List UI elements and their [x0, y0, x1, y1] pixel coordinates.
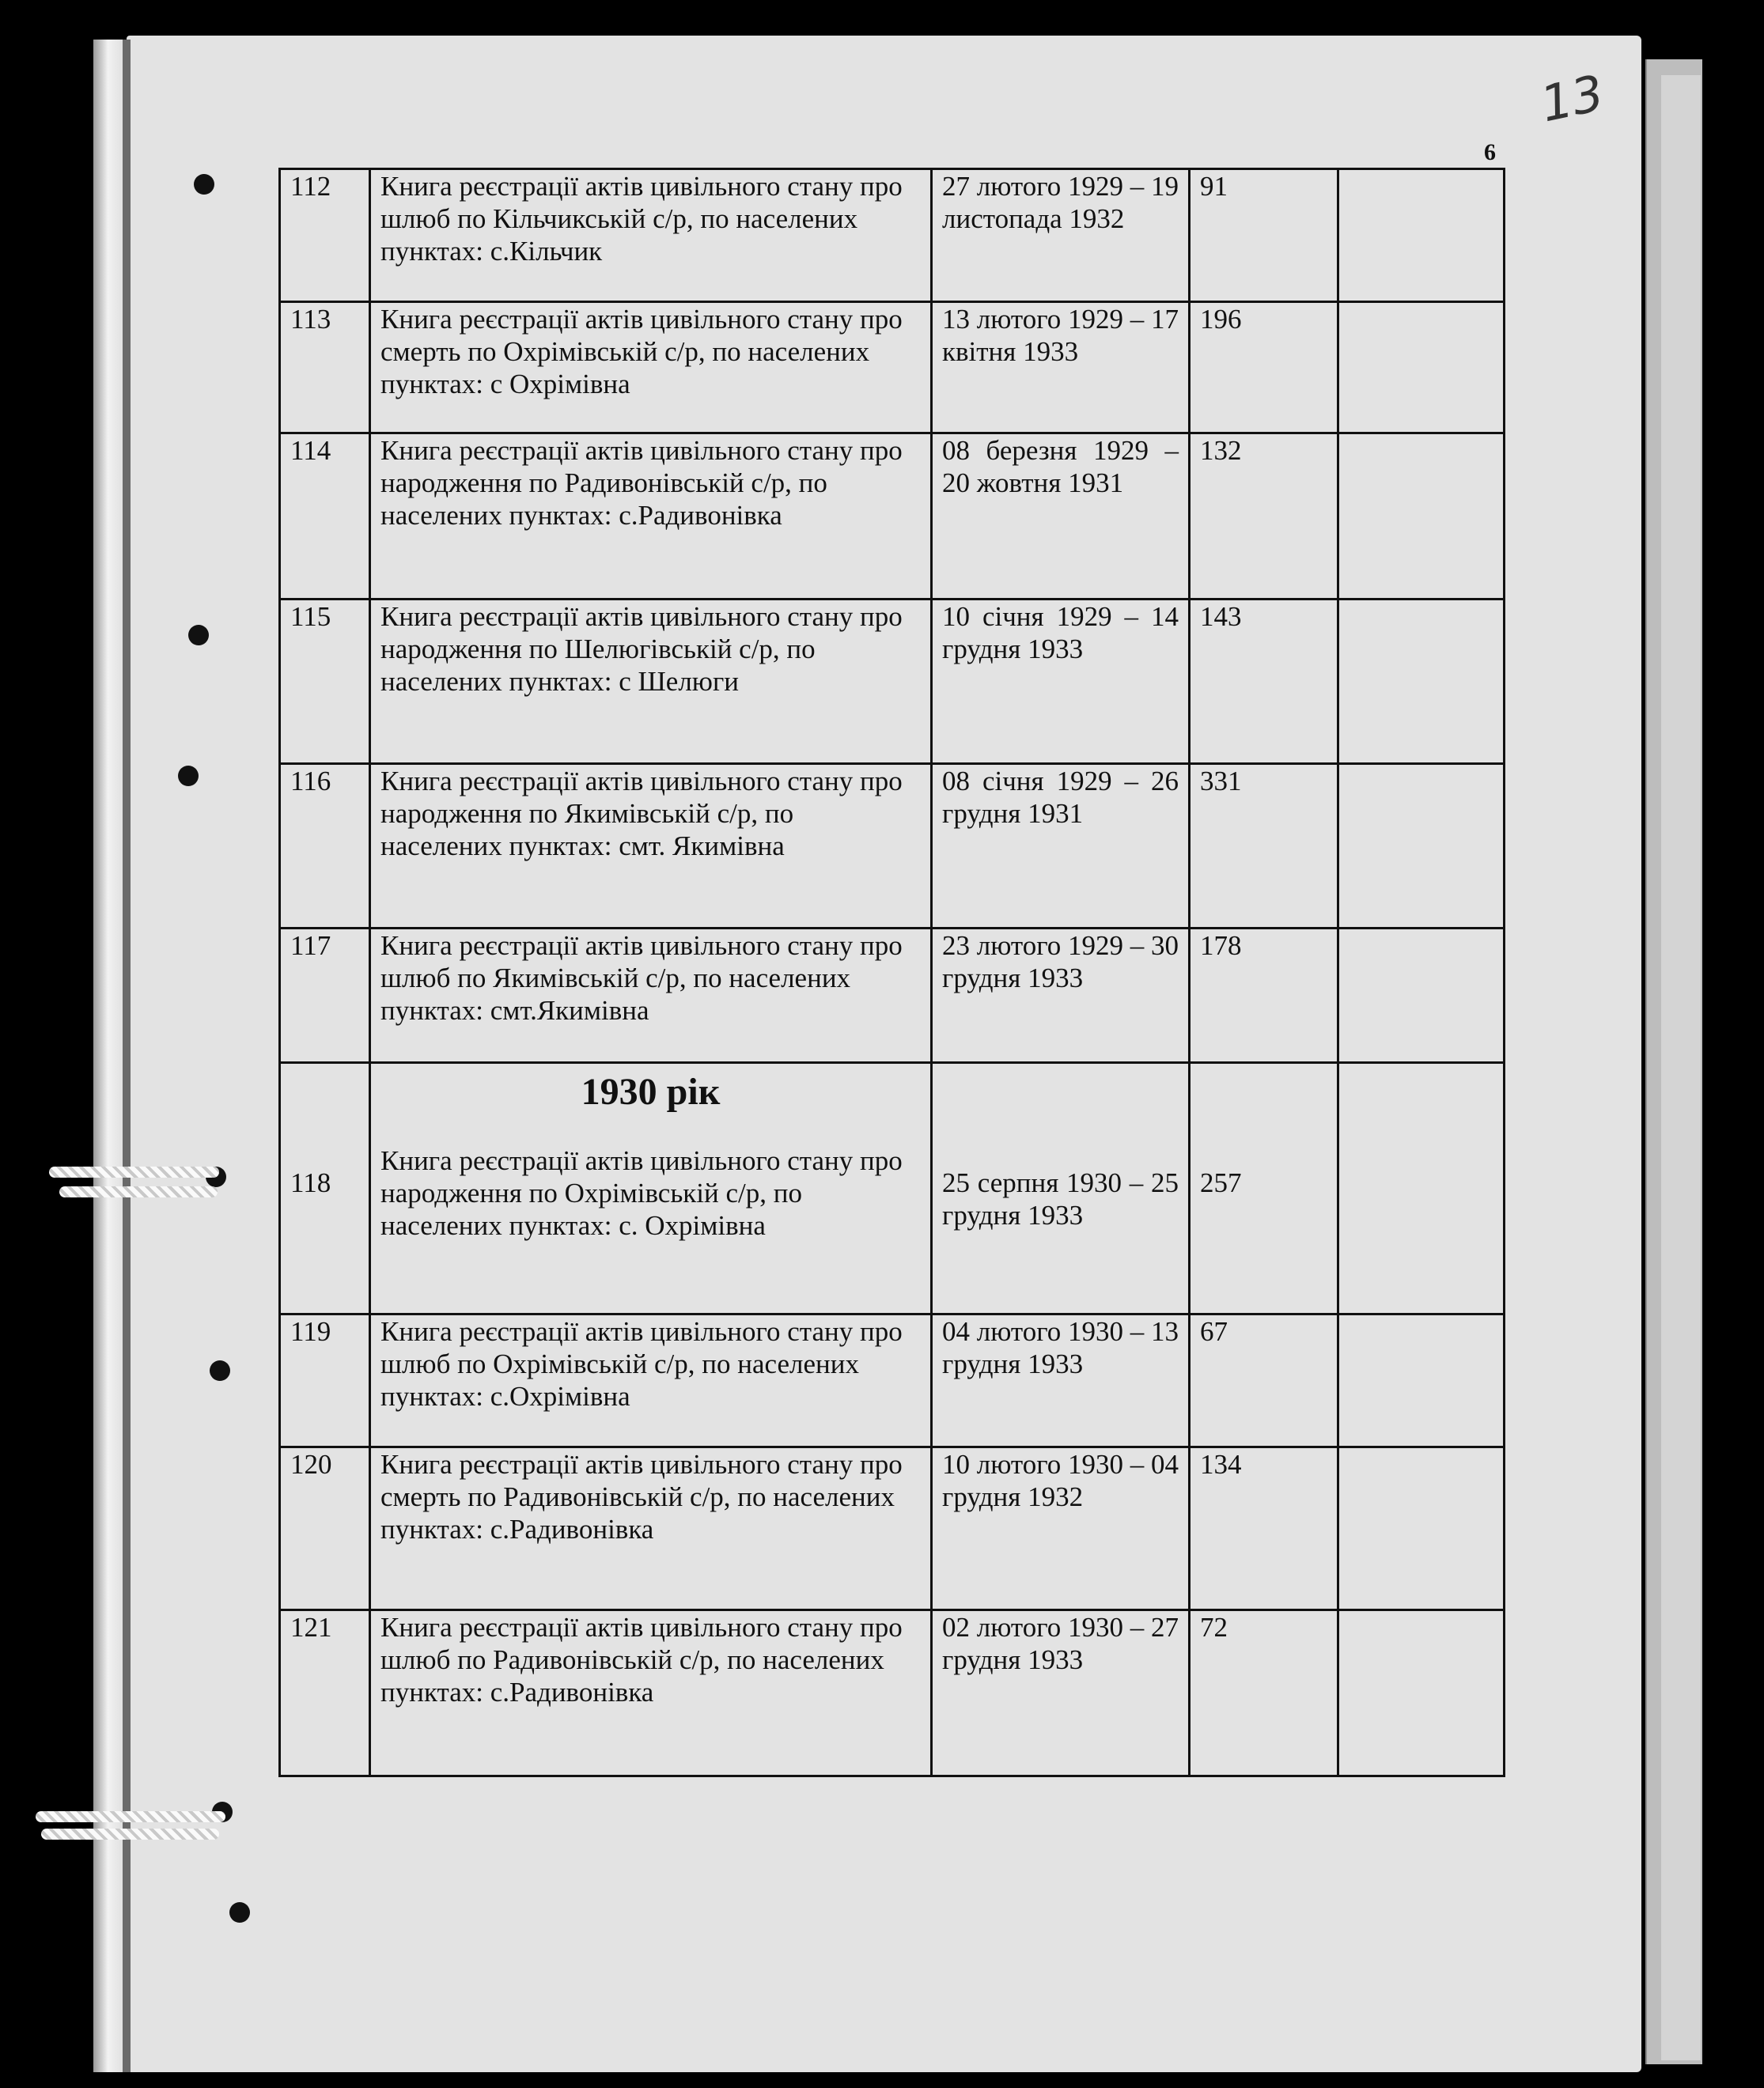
record-title: Книга реєстрації актів цивільного стану про народження по Охрімівській с/р, по населених пунктах: с. Охрімівна [380, 1145, 903, 1241]
punch-hole [178, 766, 199, 786]
table-row [280, 1063, 1505, 1314]
binding-thread [59, 1186, 218, 1197]
record-number: 119 [280, 1314, 370, 1447]
record-period: 04 лютого 1930 – 13 грудня 1933 [932, 1314, 1190, 1447]
binding-thread [41, 1829, 219, 1840]
record-sheets: 331 [1190, 764, 1338, 929]
record-sheets: 132 [1190, 433, 1338, 600]
record-notes [1338, 764, 1505, 929]
archive-sheet-number: 13 [1535, 63, 1609, 134]
record-number: 120 [280, 1447, 370, 1610]
punch-hole [210, 1360, 230, 1381]
record-sheets: 257 [1190, 1063, 1338, 1314]
table-row [280, 433, 1505, 600]
record-sheets: 67 [1190, 1314, 1338, 1447]
record-period: 08 січня 1929 – 26 грудня 1931 [932, 764, 1190, 929]
table-row [280, 1314, 1505, 1447]
punch-hole [188, 625, 209, 645]
record-notes [1338, 600, 1505, 764]
year-heading: 1930 рік [581, 1071, 721, 1113]
record-notes [1338, 929, 1505, 1063]
record-notes [1338, 1447, 1505, 1610]
record-title: Книга реєстрації актів цивільного стану про народження по Радивонівській с/р, по населених пунктах: с.Радивонівка [370, 433, 932, 600]
record-period: 27 лютого 1929 – 19 листопада 1932 [932, 169, 1190, 302]
record-number: 115 [280, 600, 370, 764]
table-row [280, 1610, 1505, 1776]
record-number: 112 [280, 169, 370, 302]
record-notes [1338, 1063, 1505, 1314]
record-notes [1338, 302, 1505, 433]
binding-spine-edge [123, 40, 131, 2072]
punch-hole [229, 1902, 250, 1923]
punch-hole [194, 174, 214, 195]
record-notes [1338, 169, 1505, 302]
record-sheets: 72 [1190, 1610, 1338, 1776]
table-row [280, 302, 1505, 433]
binding-thread [36, 1811, 225, 1822]
record-period: 10 січня 1929 – 14 грудня 1933 [932, 600, 1190, 764]
record-title: Книга реєстрації актів цивільного стану про народження по Шелюгівській с/р, по населених пунктах: с Шелюги [370, 600, 932, 764]
record-notes [1338, 1314, 1505, 1447]
table-row [280, 169, 1505, 302]
record-title: Книга реєстрації актів цивільного стану про народження по Якимівській с/р, по населених пунктах: смт. Якимівна [370, 764, 932, 929]
record-title: Книга реєстрації актів цивільного стану про шлюб по Якимівській с/р, по населених пунктах: смт.Якимівна [370, 929, 932, 1063]
record-period: 10 лютого 1930 – 04 грудня 1932 [932, 1447, 1190, 1610]
record-period: 23 лютого 1929 – 30 грудня 1933 [932, 929, 1190, 1063]
record-period: 13 лютого 1929 – 17 квітня 1933 [932, 302, 1190, 433]
record-period: 08 березня 1929 – 20 жовтня 1931 [932, 433, 1190, 600]
record-number: 117 [280, 929, 370, 1063]
record-notes [1338, 1610, 1505, 1776]
year-section-cell [370, 1063, 932, 1314]
record-number: 113 [280, 302, 370, 433]
record-sheets: 134 [1190, 1447, 1338, 1610]
record-number: 118 [280, 1063, 370, 1314]
back-sheet-inner [1661, 75, 1701, 2060]
record-sheets: 143 [1190, 600, 1338, 764]
record-period: 02 лютого 1930 – 27 грудня 1933 [932, 1610, 1190, 1776]
table-row [280, 600, 1505, 764]
record-notes [1338, 433, 1505, 600]
record-title: Книга реєстрації актів цивільного стану про шлюб по Охрімівській с/р, по населених пунктах: с.Охрімівна [370, 1314, 932, 1447]
record-number: 121 [280, 1610, 370, 1776]
record-number: 114 [280, 433, 370, 600]
page-number: 6 [1484, 139, 1496, 165]
record-title: Книга реєстрації актів цивільного стану про шлюб по Кільчикській с/р, по населених пунктах: с.Кільчик [370, 169, 932, 302]
record-title: Книга реєстрації актів цивільного стану про шлюб по Радивонівській с/р, по населених пунктах: с.Радивонівка [370, 1610, 932, 1776]
record-period: 25 серпня 1930 – 25 грудня 1933 [932, 1063, 1190, 1314]
record-sheets: 91 [1190, 169, 1338, 302]
record-sheets: 196 [1190, 302, 1338, 433]
binding-thread [49, 1167, 219, 1178]
record-sheets: 178 [1190, 929, 1338, 1063]
table-row [280, 929, 1505, 1063]
record-title: Книга реєстрації актів цивільного стану про смерть по Радивонівській с/р, по населених пунктах: с.Радивонівка [370, 1447, 932, 1610]
registry-table [278, 168, 1505, 1777]
table-row [280, 1447, 1505, 1610]
table-row [280, 764, 1505, 929]
record-title: Книга реєстрації актів цивільного стану про смерть по Охрімівській с/р, по населених пунктах: с Охрімівна [370, 302, 932, 433]
record-number: 116 [280, 764, 370, 929]
